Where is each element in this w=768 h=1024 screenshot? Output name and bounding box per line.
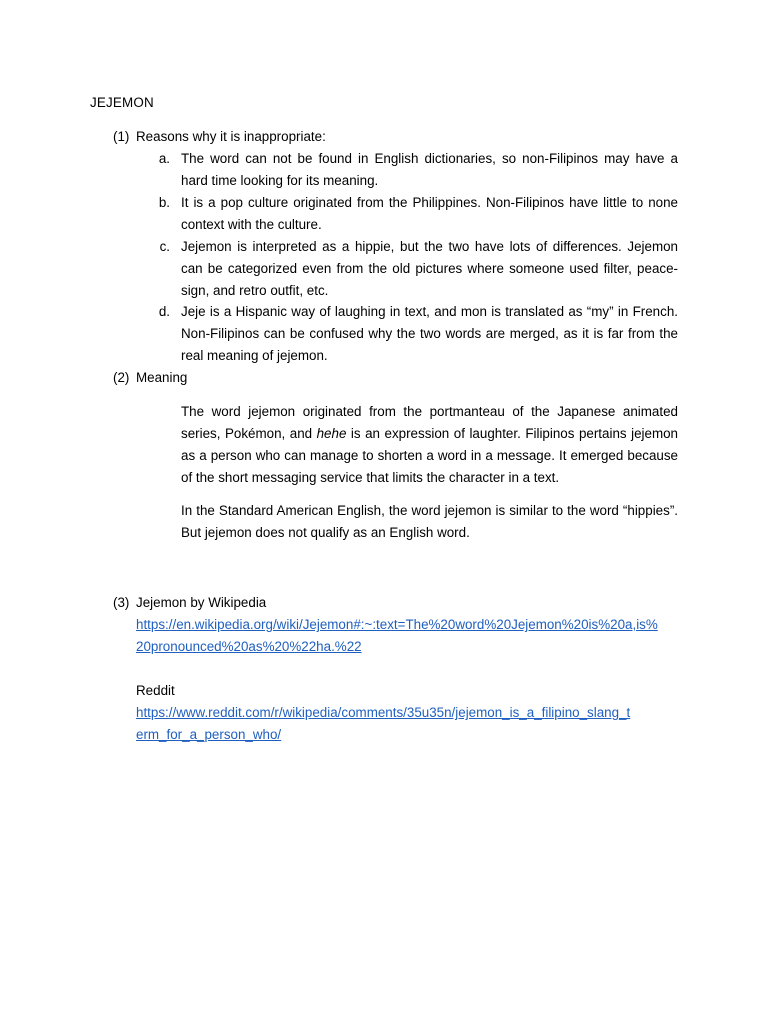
wikipedia-link-line-2: 20pronounced%20as%20%22ha.%22 <box>136 639 362 654</box>
meaning-paragraph-2: In the Standard American English, the word jejemon is similar to the word “hippies”. But jejemon does not qualify as an English word. <box>181 503 678 540</box>
wikipedia-link-line-1: https://en.wikipedia.org/wiki/Jejemon#:~:text=The%20word%20Jejemon%20is%20a,is% <box>136 617 658 632</box>
list-item-a-text: The word can not be found in English dictionaries, so non-Filipinos may have a hard time looking for its meaning. <box>181 151 678 188</box>
wikipedia-link[interactable] <box>136 614 678 658</box>
section-3-heading: Jejemon by Wikipedia <box>136 595 267 610</box>
document-title: JEJEMON <box>90 95 154 110</box>
reddit-link-line-1: https://www.reddit.com/r/wikipedia/comments/35u35n/jejemon_is_a_filipino_slang_t <box>136 705 631 720</box>
section-2-number: (2) <box>113 370 130 385</box>
list-item-a-letter: a. <box>158 151 170 166</box>
list-item-b-letter: b. <box>158 195 170 210</box>
section-3-number: (3) <box>113 595 130 610</box>
reddit-link-line-2: erm_for_a_person_who/ <box>136 727 282 742</box>
meaning-paragraph-1-end: is an expression of laughter. Filipinos pertains jejemon as a person who can manage to shorten a word in a message. It emerged because of the short messaging service that limits the character in a text. <box>181 426 678 485</box>
list-item-c-text: Jejemon is interpreted as a hippie, but the two have lots of differences. Jejemon can be categorized even from the old pictures where someone used filter, peace-sign, and retro outfit, etc. <box>181 239 678 298</box>
meaning-paragraph-1-start: The word jejemon originated from the portmanteau of the Japanese animated series, Pokémon, and <box>181 404 678 441</box>
list-item-d-letter: d. <box>158 304 170 319</box>
meaning-paragraph-1 <box>181 401 678 489</box>
reddit-link[interactable] <box>136 702 678 746</box>
list-item-b-text: It is a pop culture originated from the Philippines. Non-Filipinos have little to none context with the culture. <box>181 195 678 232</box>
section-1-heading: Reasons why it is inappropriate: <box>136 129 326 144</box>
meaning-paragraph-1-italic: hehe <box>316 426 347 441</box>
section-2-heading: Meaning <box>136 370 188 385</box>
list-item-d-text: Jeje is a Hispanic way of laughing in text, and mon is translated as “my” in French. Non-Filipinos can be confused why the two words are merged, as it is far from the real meaning of jejemon. <box>181 304 678 363</box>
section-1-number: (1) <box>113 129 130 144</box>
reddit-label: Reddit <box>136 683 175 698</box>
list-item-c-letter: c. <box>159 239 170 254</box>
